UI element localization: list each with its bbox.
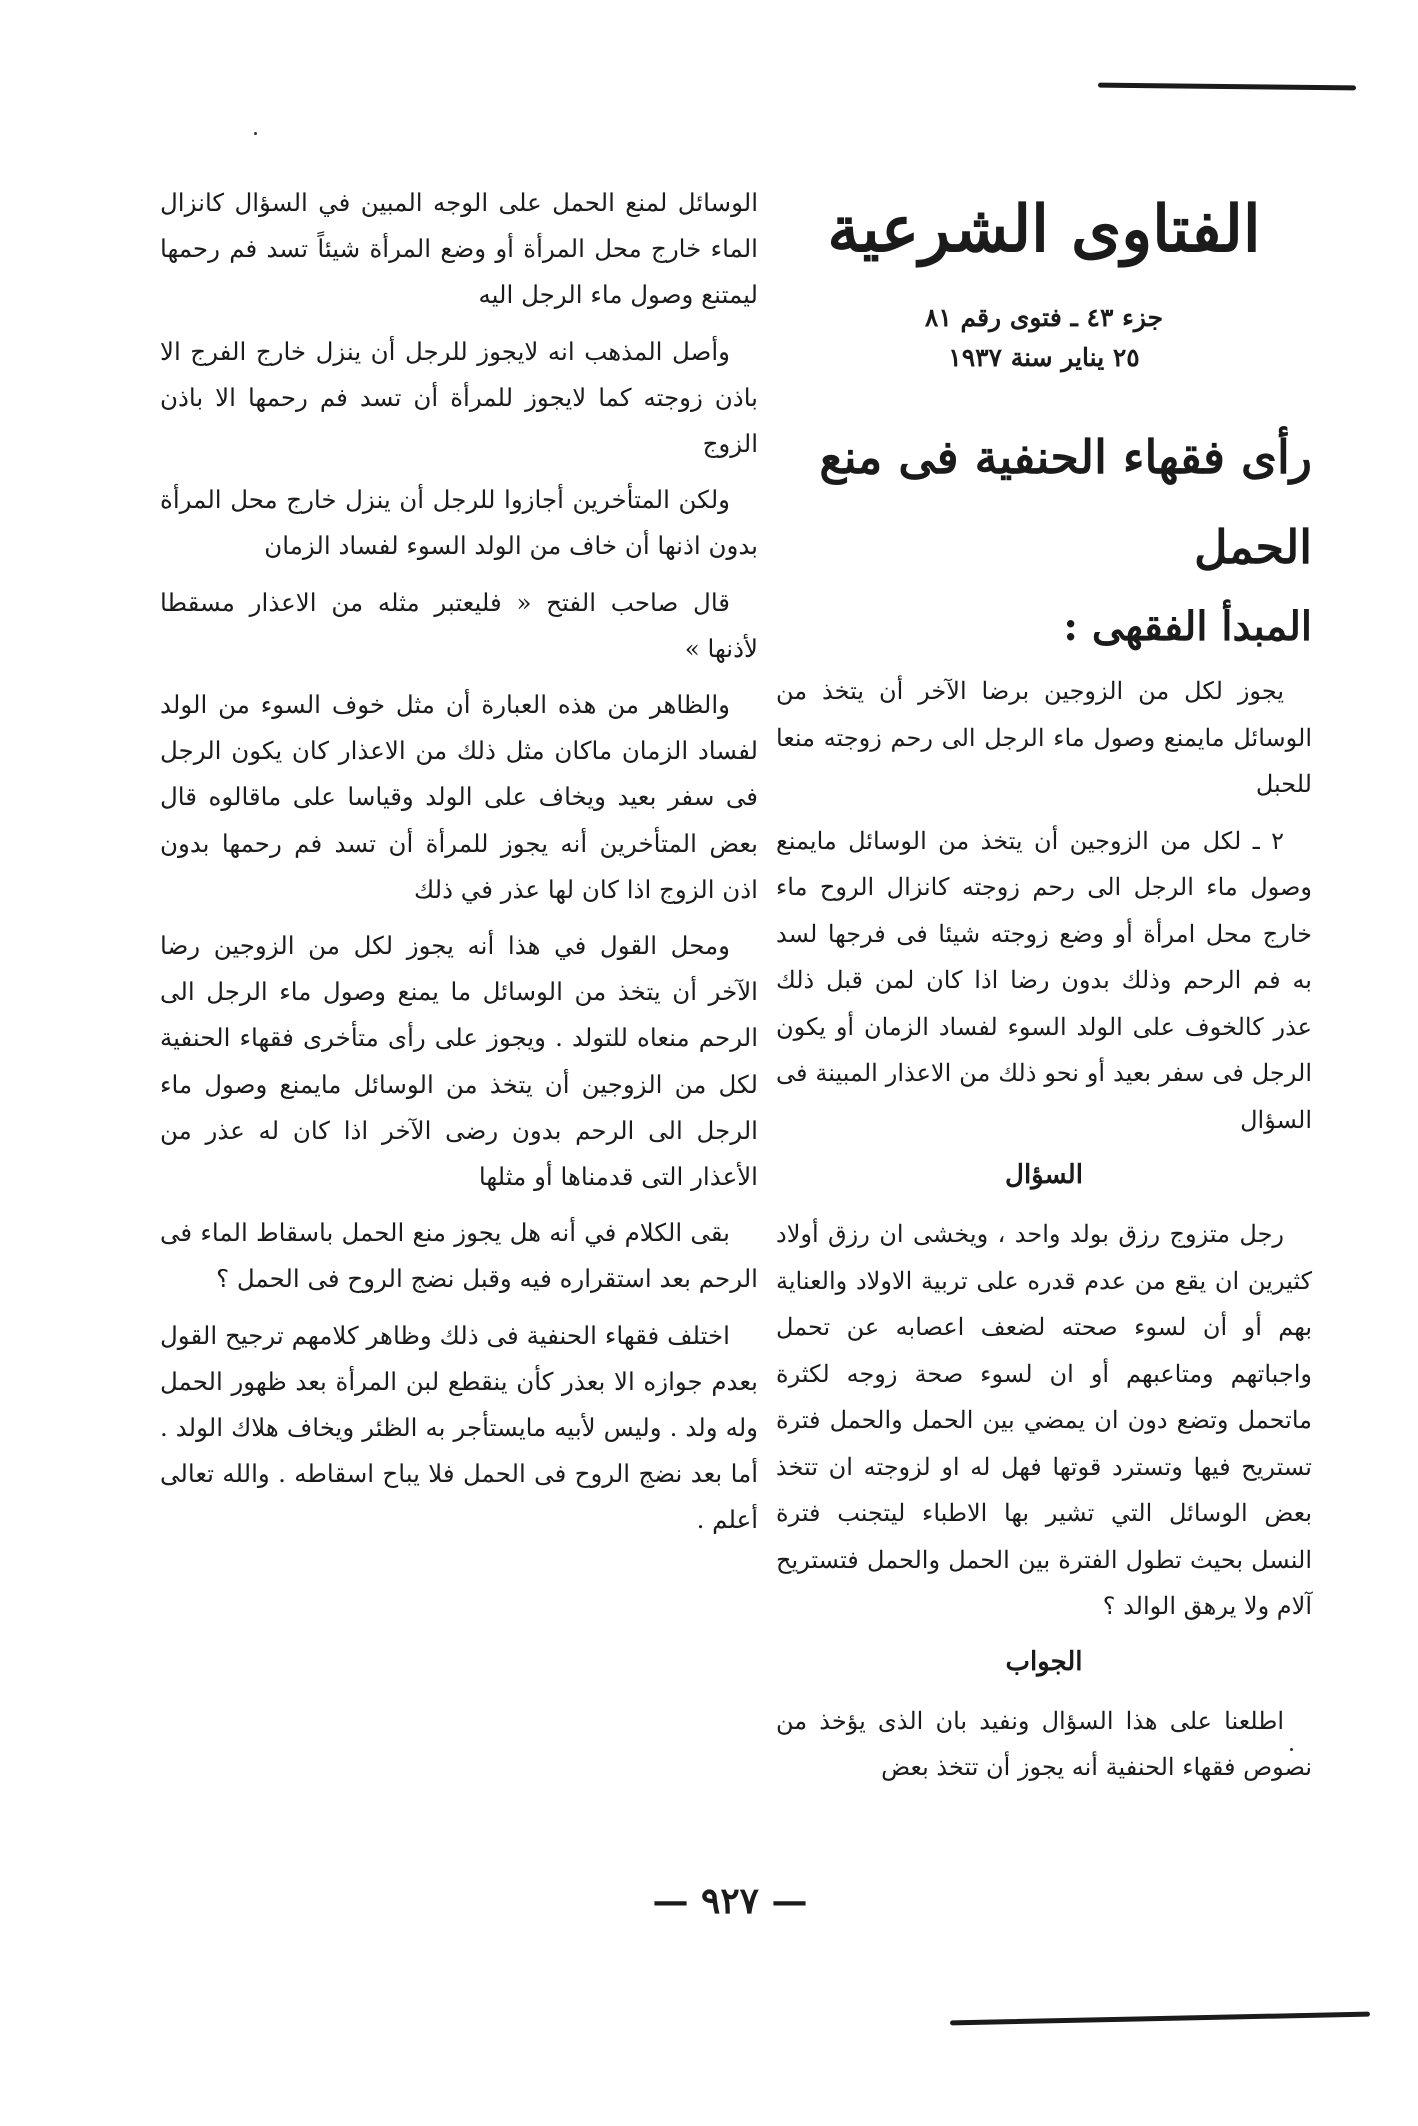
bottom-rule xyxy=(950,2012,1370,2026)
page-title: الفتاوى الشرعية xyxy=(827,192,1261,267)
question-paragraph: رجل متزوج رزق بولد واحد ، ويخشى ان رزق أولاد كثيرين ان يقع من عدم قدره على تربية الاولاد والعناية بهم أو أن لسوء صحته لضعف اعصابه عن تحمل واجباتهم ومتاعبهم أو ان لسوء صحة زوجه لكثرة ماتحمل وتضع دون ان يمضي بين الحمل والحمل فترة تستريح فيها وتسترد قوتها فهل له او لزوجته ان تتخذ بعض الوسائل التي تشير بها الاطباء ليتجنب فترة النسل بحيث تطول الفترة بين الحمل والحمل فتستريح آلام ولا يرهق الوالد ؟ xyxy=(776,1220,1312,1620)
continuation-paragraph: اختلف فقهاء الحنفية فى ذلك وظاهر كلامهم ترجيح القول بعدم جوازه الا بعذر كأن ينقطع لبن المرأة بعد ظهور الحمل وله ولد . وليس لأبيه مايستأجر به الظئر ويخاف هلاك الولد . أما بعد نضج الروح فى الحمل فلا يباح اسقاطه . والله تعالى أعلم . xyxy=(160,1320,758,1535)
left-column xyxy=(160,180,758,1554)
quote-paragraph: قال صاحب الفتح « فليعتبر مثله من الاعذار مسقطا لأذنها » xyxy=(160,587,758,663)
continuation-paragraph: الوسائل لمنع الحمل على الوجه المبين في السؤال كانزال الماء خارج محل المرأة أو وضع المرأة شيئاً تسد فم رحمها ليمتنع وصول ماء الرجل اليه xyxy=(160,188,758,310)
continuation-paragraph: والظاهر من هذه العبارة أن مثل خوف السوء من الولد لفساد الزمان ماكان مثل ذلك من الاعذار كان يكون الرجل فى سفر بعيد ويخاف على الولد وقياسا على ماقالوه قال بعض المتأخرين أنه يجوز للمرأة أن تسد فم رحمها بدون اذن الزوج اذا كان لها عذر في ذلك xyxy=(160,690,758,904)
continuation-paragraph: ولكن المتأخرين أجازوا للرجل أن ينزل خارج محل المرأة بدون اذنها أن خاف من الولد السوء لفساد الزمان xyxy=(160,485,758,561)
fatwa-heading: رأى فقهاء الحنفية فى منع الحمل xyxy=(819,430,1312,574)
answer-heading: الجواب xyxy=(1005,1646,1083,1677)
continuation-paragraph: بقى الكلام في أنه هل يجوز منع الحمل باسقاط الماء فى الرحم بعد استقراره فيه وقبل نضج الروح فى الحمل ؟ xyxy=(160,1218,758,1294)
principle-paragraph: يجوز لكل من الزوجين برضا الآخر أن يتخذ من الوسائل مايمنع وصول ماء الرجل الى رحم زوجته منعا للحبل xyxy=(776,677,1312,798)
continuation-paragraph: وأصل المذهب انه لايجوز للرجل أن ينزل خارج الفرج الا باذن زوجته كما لايجوز للمرأة أن تسد فم رحمها الا باذن الزوج xyxy=(160,336,758,459)
principle-paragraph: ٢ ـ لكل من الزوجين أن يتخذ من الوسائل مايمنع وصول ماء الرجل الى رحم زوجته كانزال الروح ماء خارج محل امرأة أو وضع زوجته شيئا فى فرجها لسد به فم الرحم وذلك بدون رضا اذا كان لمن قبل ذلك عذر كالخوف على الولد السوء لفساد الزمان أو يكون الرجل فى سفر بعيد أو نحو ذلك من الاعذار المبينة فى السؤال xyxy=(776,826,1312,1134)
answer-paragraph: اطلعنا على هذا السؤال ونفيد بان الذى يؤخذ من نصوص فقهاء الحنفية أنه يجوز أن تتخذ بعض xyxy=(776,1706,1312,1781)
date-line: ٢٥ يناير سنة ١٩٣٧ xyxy=(948,343,1140,372)
continuation-paragraph: ومحل القول في هذا أنه يجوز لكل من الزوجين رضا الآخر أن يتخذ من الوسائل ما يمنع وصول ماء الرجل الى الرحم منعاه للتولد . ويجوز على رأى متأخرى فقهاء الحنفية لكل من الزوجين أن يتخذ من الوسائل مايمنع وصول ماء الرجل الى الرحم بدون رضى الآخر اذا كان له عذر من الأعذار التى قدمناها أو مثلها xyxy=(160,931,758,1192)
speck xyxy=(254,132,257,135)
top-rule xyxy=(1098,83,1356,91)
right-column xyxy=(776,190,1312,1801)
principle-heading: المبدأ الفقهى : xyxy=(1063,603,1312,650)
volume-line: جزء ٤٣ ـ فتوى رقم ٨١ xyxy=(924,303,1164,332)
page-number: — ٩٢٧ — xyxy=(652,1880,808,1922)
question-heading: السؤال xyxy=(1005,1160,1083,1190)
